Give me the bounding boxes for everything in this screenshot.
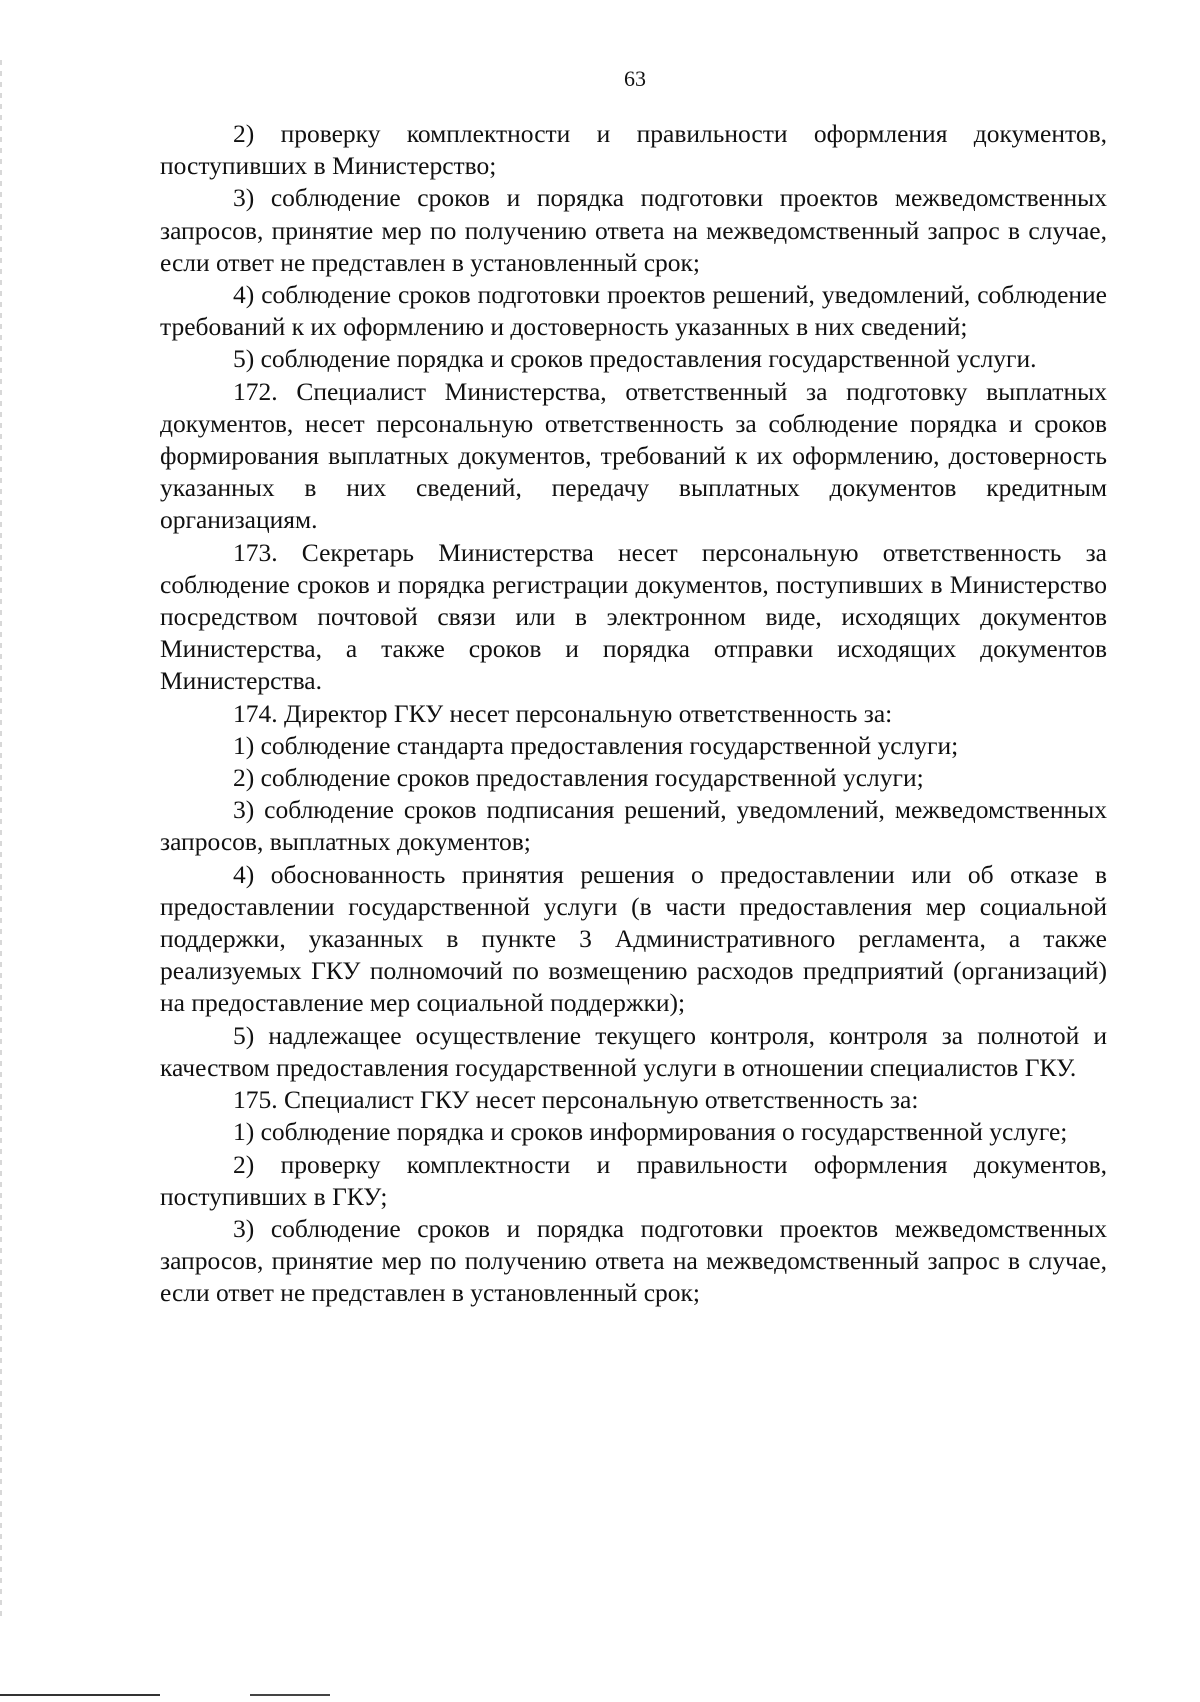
- paragraph: 3) соблюдение сроков и порядка подготовки проектов межведомственных запросов, принятие мер по получению ответа на межведомственный запрос в случае, если ответ не представлен в установленный срок;: [160, 1213, 1107, 1308]
- page-number: 63: [624, 66, 646, 91]
- paragraph: 175. Специалист ГКУ несет персональную ответственность за:: [233, 1085, 919, 1115]
- paragraph: 3) соблюдение сроков подписания решений, уведомлений, межведомственных запросов, выплатных документов;: [160, 795, 1107, 857]
- paragraph: 5) соблюдение порядка и сроков предоставления государственной услуги.: [233, 344, 1037, 374]
- scan-bottom-artifact: [0, 1694, 160, 1696]
- scan-edge-artifact: [0, 60, 2, 1620]
- paragraph: 1) соблюдение стандарта предоставления государственной услуги;: [233, 730, 959, 760]
- paragraph: 1) соблюдение порядка и сроков информирования о государственной услуге;: [233, 1117, 1068, 1147]
- paragraph: 2) проверку комплектности и правильности оформления документов, поступивших в Министерство;: [160, 119, 1107, 181]
- paragraph: 173. Секретарь Министерства несет персональную ответственность за соблюдение сроков и порядка регистрации документов, поступивших в Министерство посредством почтовой связи или в электронном виде, исходящих документов Министерства, а также сроков и порядка отправки исходящих документов Министерства.: [160, 537, 1107, 696]
- paragraph: 172. Специалист Министерства, ответственный за подготовку выплатных документов, несет персональную ответственность за соблюдение порядка и сроков формирования выплатных документов, требований к их оформлению, достоверность указанных в них сведений, передачу выплатных документов кредитным организациям.: [160, 376, 1107, 535]
- paragraph: 4) соблюдение сроков подготовки проектов решений, уведомлений, соблюдение требований к их оформлению и достоверность указанных в них сведений;: [160, 280, 1107, 342]
- paragraph: 5) надлежащее осуществление текущего контроля, контроля за полнотой и качеством предоставления государственной услуги в отношении специалистов ГКУ.: [160, 1020, 1107, 1082]
- paragraph: 174. Директор ГКУ несет персональную ответственность за:: [233, 698, 893, 728]
- scan-bottom-artifact-2: [250, 1694, 330, 1696]
- paragraph: 2) проверку комплектности и правильности оформления документов, поступивших в ГКУ;: [160, 1149, 1107, 1211]
- document-body: [160, 118, 1107, 1310]
- paragraph: 3) соблюдение сроков и порядка подготовки проектов межведомственных запросов, принятие мер по получению ответа на межведомственный запрос в случае, если ответ не представлен в установленный срок;: [160, 183, 1107, 277]
- paragraph: 2) соблюдение сроков предоставления государственной услуги;: [233, 763, 924, 793]
- paragraph: 4) обоснованность принятия решения о предоставлении или об отказе в предоставлении государственной услуги (в части предоставления мер социальной поддержки, указанных в пункте 3 Административного регламента, а также реализуемых ГКУ полномочий по возмещению расходов предприятий (организаций) на предоставление мер социальной поддержки);: [160, 859, 1107, 1018]
